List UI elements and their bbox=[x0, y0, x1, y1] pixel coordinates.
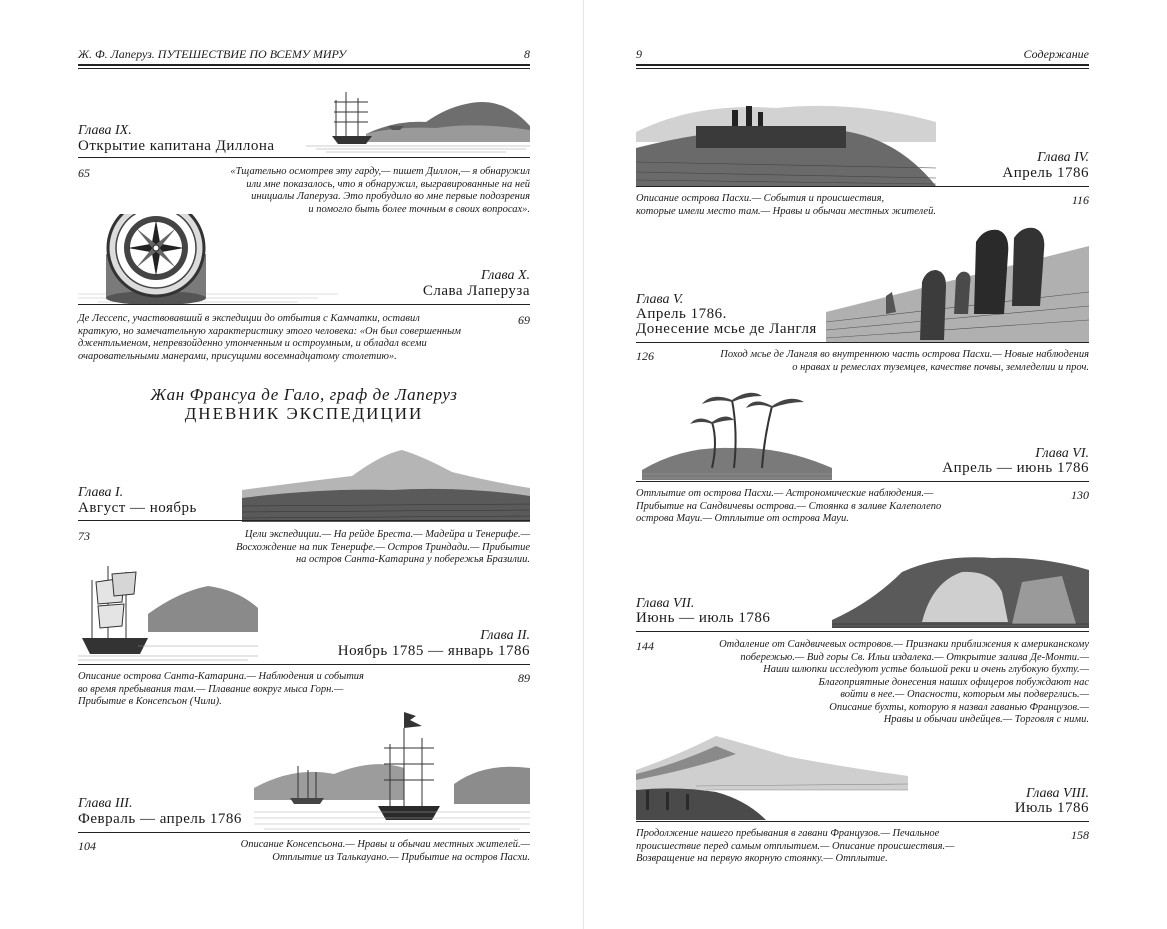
chapter-page: 126 bbox=[636, 349, 654, 363]
palm-island-illustration bbox=[642, 382, 832, 480]
description-line: Возвращение на первую якорную стоянку.— Отплытие. bbox=[636, 853, 888, 864]
right-header-rule bbox=[636, 64, 1089, 69]
book-gutter bbox=[583, 0, 584, 929]
chapter-page: 116 bbox=[1071, 193, 1089, 207]
easter-island-illustration bbox=[636, 92, 946, 186]
chapter-title: Август — ноябрь bbox=[78, 500, 197, 516]
chapter-label: Глава II. bbox=[480, 628, 530, 643]
chapter-title: Июнь — июль 1786 bbox=[636, 610, 771, 626]
chapter-description bbox=[636, 488, 1016, 526]
chapter-title: Апрель 1786. bbox=[636, 306, 727, 322]
description-line: Восхождение на пик Тенерифе.— Остров Триндади.— Прибытие bbox=[236, 541, 530, 553]
chapter-page: 158 bbox=[1071, 828, 1089, 842]
description-line: которые имели место там.— Нравы и обычаи местных жителей. bbox=[636, 205, 936, 217]
chapter-page: 65 bbox=[78, 166, 90, 180]
description-line: Описание бухты, которую я назвал гаванью Французов.— bbox=[829, 701, 1089, 713]
description-line: «Тщательно осмотрев эту гарду,— пишет Диллон,— я обнаружил bbox=[230, 166, 530, 177]
description-line: Де Лессепс, участвовавший в экспедиции до отбытия с Камчатки, оставил bbox=[78, 313, 420, 324]
chapter-label: Глава V. bbox=[636, 292, 684, 307]
chapter-title: Апрель 1786 bbox=[1002, 165, 1089, 181]
chapter-title: Ноябрь 1785 — январь 1786 bbox=[337, 643, 530, 659]
description-line: происшествие перед самым отплытием.— Описание происшествия.— bbox=[636, 840, 955, 852]
description-line: Цели экспедиции.— На рейде Бреста.— Мадейра и Тенерифе.— bbox=[244, 529, 530, 540]
chapter-page: 89 bbox=[518, 671, 530, 685]
chapter-label: Глава III. bbox=[78, 796, 133, 811]
description-line: и помогло быть более точным в своих вопросах». bbox=[308, 203, 530, 215]
description-line: Наши шлюпки исследуют устье большой реки и очень глубокую бухту.— bbox=[763, 664, 1089, 675]
left-header-title: Ж. Ф. Лаперуз. ПУТЕШЕСТВИЕ ПО ВСЕМУ МИРУ bbox=[78, 47, 347, 61]
chapter-title: Июль 1786 bbox=[1014, 800, 1089, 816]
right-header-title: Содержание bbox=[1023, 47, 1089, 61]
chapter-description bbox=[689, 639, 1089, 727]
chapter-page: 104 bbox=[78, 839, 96, 853]
description-line: Описание Консепсьона.— Нравы и обычаи местных жителей.— bbox=[240, 839, 530, 850]
mountain-bay-illustration bbox=[636, 730, 908, 820]
chapter-label: Глава VIII. bbox=[1025, 786, 1089, 801]
compass-illustration bbox=[78, 214, 338, 306]
description-line: Описание острова Санта-Катарина.— Наблюдения и события bbox=[78, 671, 364, 682]
chapter-rule bbox=[636, 481, 1089, 482]
chapter-label: Глава I. bbox=[78, 485, 124, 500]
chapter-page: 69 bbox=[518, 313, 530, 327]
description-line: Описание острова Пасхи.— События и происшествия, bbox=[636, 193, 885, 204]
moai-statues-illustration bbox=[826, 222, 1089, 342]
chapter-rule bbox=[78, 304, 530, 305]
ships-harbor-illustration bbox=[306, 86, 530, 154]
chapter-rule bbox=[636, 821, 1089, 822]
chapter-description bbox=[78, 313, 498, 363]
diary-author: Жан Франсуа де Гало, граф де Лаперуз bbox=[150, 385, 458, 404]
chapter-rule bbox=[636, 342, 1089, 343]
chapter-page: 73 bbox=[78, 529, 90, 543]
chapter-title: Слава Лаперуза bbox=[422, 283, 530, 299]
chapter-page: 130 bbox=[1071, 488, 1089, 502]
chapter-description bbox=[636, 193, 1016, 218]
chapter-rule bbox=[636, 186, 1089, 187]
ships-at-anchor-illustration bbox=[254, 708, 530, 832]
chapter-title: Открытие капитана Диллона bbox=[78, 138, 275, 154]
chapter-rule bbox=[78, 520, 530, 521]
chapter-label: Глава VII. bbox=[636, 596, 695, 611]
description-line: Нравы и обычаи индейцев.— Торговля с ними. bbox=[883, 714, 1089, 725]
chapter-label: Глава IV. bbox=[1037, 150, 1089, 165]
chapter-description bbox=[190, 839, 530, 864]
left-page-number: 8 bbox=[524, 47, 530, 61]
chapter-rule bbox=[78, 157, 530, 158]
chapter-label: Глава VI. bbox=[1035, 446, 1089, 461]
description-line: во время пребывания там.— Плавание вокруг мыса Горн.— bbox=[78, 683, 344, 695]
description-line: джентльменом, непревзойденно утонченным и остроумным, и обладал всеми bbox=[78, 338, 427, 349]
chapter-description bbox=[689, 349, 1089, 374]
cliff-coast-illustration bbox=[832, 552, 1089, 628]
left-page bbox=[78, 0, 530, 929]
chapter-title: Апрель — июнь 1786 bbox=[942, 460, 1089, 476]
right-page-number: 9 bbox=[636, 47, 642, 61]
chapter-description bbox=[636, 828, 1016, 866]
left-header-rule bbox=[78, 64, 530, 69]
description-line: Отплытие из Талькауано.— Прибытие на остров Пасхи. bbox=[272, 851, 530, 863]
chapter-page: 144 bbox=[636, 639, 654, 653]
chapter-label: Глава IX. bbox=[78, 123, 132, 138]
sailing-ship-illustration bbox=[78, 562, 258, 664]
left-running-head bbox=[78, 47, 530, 63]
chapter-description bbox=[78, 671, 438, 709]
description-line: побережью.— Вид горы Св. Ильи издалека.— Открытие залива Де-Монти.— bbox=[740, 651, 1089, 663]
description-line: войти в нее.— Опасности, которым мы подверглись.— bbox=[840, 689, 1089, 700]
right-page bbox=[636, 0, 1089, 929]
chapter-label: Глава X. bbox=[480, 268, 530, 283]
description-line: Благоприятные донесения наших офицеров побуждают нас bbox=[818, 676, 1089, 688]
description-line: краткую, но замечательную характеристику этого человека: «Он был совершенным bbox=[78, 325, 461, 337]
chapter-rule bbox=[78, 664, 530, 665]
description-line: на остров Санта-Катарина у побережья Бразилии. bbox=[295, 554, 530, 565]
chapter-title-second-line: Донесение мсье де Лангля bbox=[636, 321, 817, 337]
chapter-title: Февраль — апрель 1786 bbox=[78, 811, 242, 827]
chapter-rule bbox=[78, 832, 530, 833]
description-line: острова Мауи.— Отплытие от острова Мауи. bbox=[636, 513, 849, 524]
description-line: Отплытие от острова Пасхи.— Астрономические наблюдения.— bbox=[636, 488, 934, 499]
right-running-head bbox=[636, 47, 1089, 63]
description-line: Прибытие на Сандвичевы острова.— Стоянка в заливе Калеполепо bbox=[636, 500, 942, 512]
description-line: или мне показалось, что я обнаружил, выгравированные на ней bbox=[246, 178, 530, 190]
diary-title: ДНЕВНИК ЭКСПЕДИЦИИ bbox=[184, 404, 424, 423]
description-line: Прибытие в Консепсьон (Чили). bbox=[78, 696, 222, 707]
tenerife-illustration bbox=[242, 446, 530, 522]
chapter-rule bbox=[636, 631, 1089, 632]
chapter-description bbox=[190, 529, 530, 567]
description-line: Поход мсье де Лангля во внутреннюю часть острова Пасхи.— Новые наблюдения bbox=[720, 349, 1089, 360]
description-line: инициалы Лаперуза. Это пробудило во мне первые подозрения bbox=[251, 191, 530, 202]
description-line: очаровательными манерами, присущими восемнадцатому столетию». bbox=[78, 350, 397, 362]
description-line: Отдаление от Сандвичевых островов.— Признаки приближения к американскому bbox=[719, 639, 1089, 650]
chapter-description bbox=[190, 166, 530, 216]
description-line: о нравах и ремеслах туземцев, качестве почвы, земледелии и проч. bbox=[792, 361, 1089, 373]
description-line: Продолжение нашего пребывания в гавани Французов.— Печальное bbox=[636, 828, 940, 839]
